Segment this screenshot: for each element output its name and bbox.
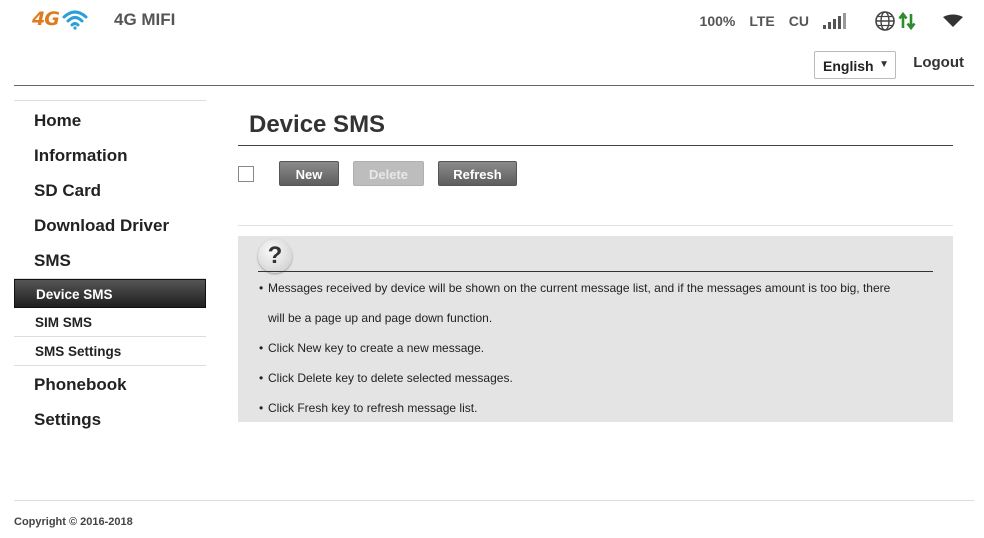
page-title: Device SMS (238, 100, 953, 146)
logo (32, 8, 88, 30)
footer-divider (14, 500, 974, 501)
help-item: • Click New key to create a new message. (258, 333, 938, 363)
battery-level: 100% (699, 13, 736, 29)
status-bar (700, 10, 974, 32)
logo-4g-text: 4G (32, 8, 59, 30)
help-item: will be a page up and page down function. (268, 311, 493, 325)
language-select-value: English (823, 58, 874, 74)
new-button[interactable]: New (279, 161, 339, 186)
help-item: • Click Fresh key to refresh message list. (258, 393, 938, 423)
sidebar-item-settings[interactable]: Settings (34, 410, 102, 429)
select-all-checkbox[interactable] (238, 166, 254, 182)
copyright-text: Copyright © 2016-2018 (14, 516, 133, 528)
globe-icon (874, 10, 896, 32)
header (14, 0, 974, 86)
delete-button[interactable]: Delete (353, 161, 424, 186)
sidebar-item-download-driver[interactable]: Download Driver (34, 216, 170, 235)
data-transfer-icon (898, 12, 916, 30)
language-select[interactable] (814, 51, 896, 79)
help-item: • Messages received by device will be shown on the current message list, and if the messages amount is too big, there (258, 273, 938, 303)
sidebar-subitem-device-sms[interactable]: Device SMS (14, 279, 206, 308)
logout-link[interactable]: Logout (913, 54, 964, 71)
carrier-name: CU (788, 13, 809, 29)
sms-submenu (14, 278, 206, 366)
help-panel (238, 236, 953, 422)
signal-bars-icon (823, 13, 848, 29)
sidebar-item-information[interactable]: Information (34, 146, 128, 165)
help-divider (258, 271, 933, 272)
sidebar (14, 100, 206, 437)
network-type: LTE (749, 13, 775, 29)
wifi-icon (942, 14, 964, 28)
sms-toolbar (238, 146, 953, 226)
help-item: • Click Delete key to delete selected messages. (258, 363, 938, 393)
sidebar-subitem-sim-sms[interactable]: SIM SMS (14, 308, 206, 337)
refresh-button[interactable]: Refresh (438, 161, 517, 186)
sidebar-item-sd-card[interactable]: SD Card (34, 181, 102, 200)
sidebar-divider (14, 100, 206, 101)
sidebar-item-sms[interactable]: SMS (34, 251, 71, 270)
main-content (238, 100, 953, 422)
help-icon: ? (258, 239, 292, 273)
sidebar-item-home[interactable]: Home (34, 111, 82, 130)
chevron-down-icon: ▼ (879, 59, 889, 70)
sidebar-item-phonebook[interactable]: Phonebook (34, 375, 127, 394)
sidebar-subitem-sms-settings[interactable]: SMS Settings (14, 337, 206, 366)
logo-wifi-icon (62, 8, 88, 30)
help-list (258, 273, 938, 423)
device-title: 4G MIFI (114, 10, 176, 29)
